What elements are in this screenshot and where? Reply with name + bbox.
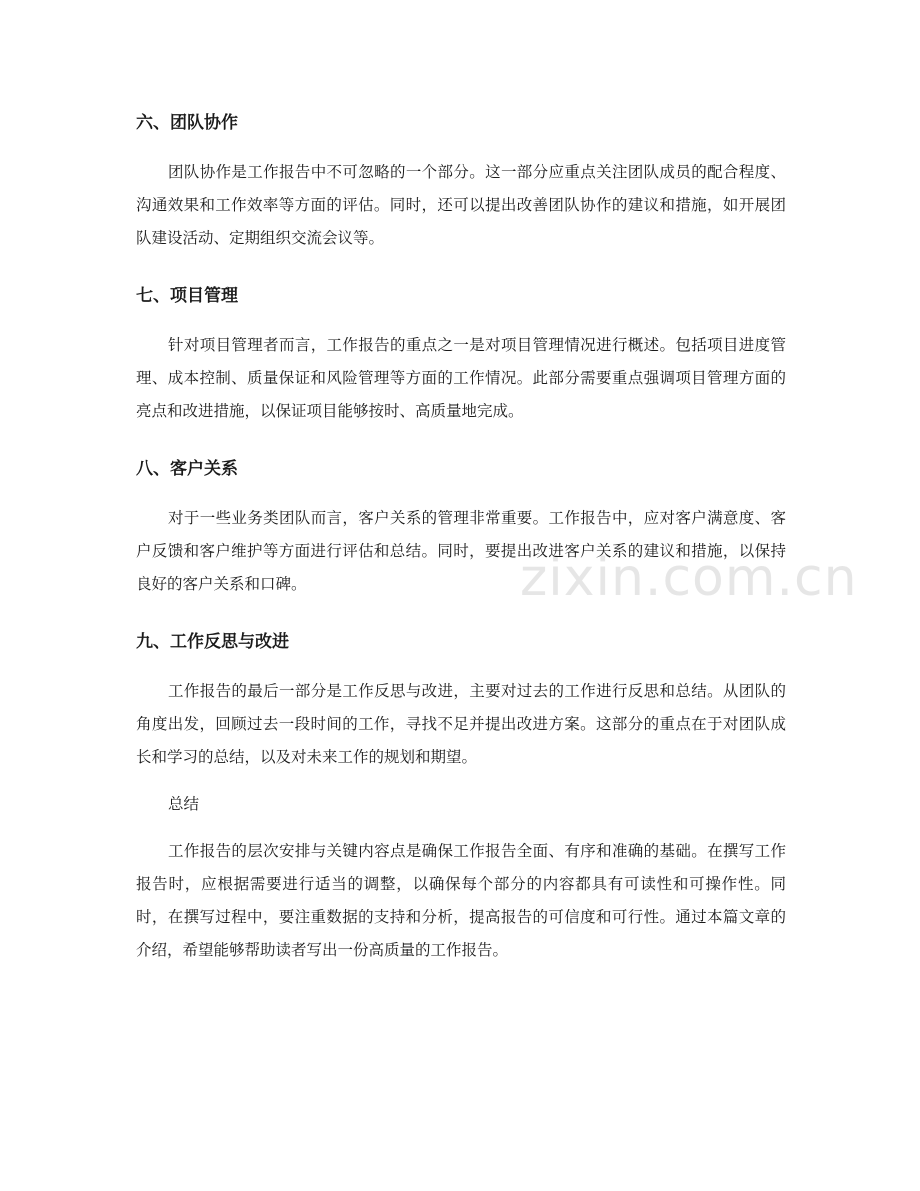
summary-paragraph: 工作报告的层次安排与关键内容点是确保工作报告全面、有序和准确的基础。在撰写工作报告时，应根据需要进行适当的调整，以确保每个部分的内容都具有可读性和可操作性。同时，在撰写过程中，要注重数据的支持和分析，提高报告的可信度和可行性。通过本篇文章的介绍，希望能够帮助读者写出一份高质量的工作报告。 xyxy=(136,842,786,959)
section-paragraph-team-collaboration: 团队协作是工作报告中不可忽略的一个部分。这一部分应重点关注团队成员的配合程度、沟通效果和工作效率等方面的评估。同时，还可以提出改善团队协作的建议和措施，如开展团队建设活动、定期组织交流会议等。 xyxy=(136,163,786,247)
document-body xyxy=(136,104,786,967)
section-heading-reflection: 九、工作反思与改进 xyxy=(136,632,289,652)
section-heading-project-management: 七、项目管理 xyxy=(136,286,238,306)
section-paragraph-project-management: 针对项目管理者而言，工作报告的重点之一是对项目管理情况进行概述。包括项目进度管理、成本控制、质量保证和风险管理等方面的工作情况。此部分需要重点强调项目管理方面的亮点和改进措施，以保证项目能够按时、高质量地完成。 xyxy=(136,336,786,420)
section-paragraph-customer-relations: 对于一些业务类团队而言，客户关系的管理非常重要。工作报告中，应对客户满意度、客户反馈和客户维护等方面进行评估和总结。同时，要提出改进客户关系的建议和措施，以保持良好的客户关系和口碑。 xyxy=(136,509,786,593)
section-paragraph-reflection: 工作报告的最后一部分是工作反思与改进，主要对过去的工作进行反思和总结。从团队的角度出发，回顾过去一段时间的工作，寻找不足并提出改进方案。这部分的重点在于对团队成长和学习的总结，以及对未来工作的规划和期望。 xyxy=(136,682,786,766)
section-heading-customer-relations: 八、客户关系 xyxy=(136,459,238,479)
summary-label: 总结 xyxy=(168,795,200,813)
watermark: zixin.com.cn xyxy=(520,548,858,608)
section-heading-team-collaboration: 六、团队协作 xyxy=(136,113,238,133)
